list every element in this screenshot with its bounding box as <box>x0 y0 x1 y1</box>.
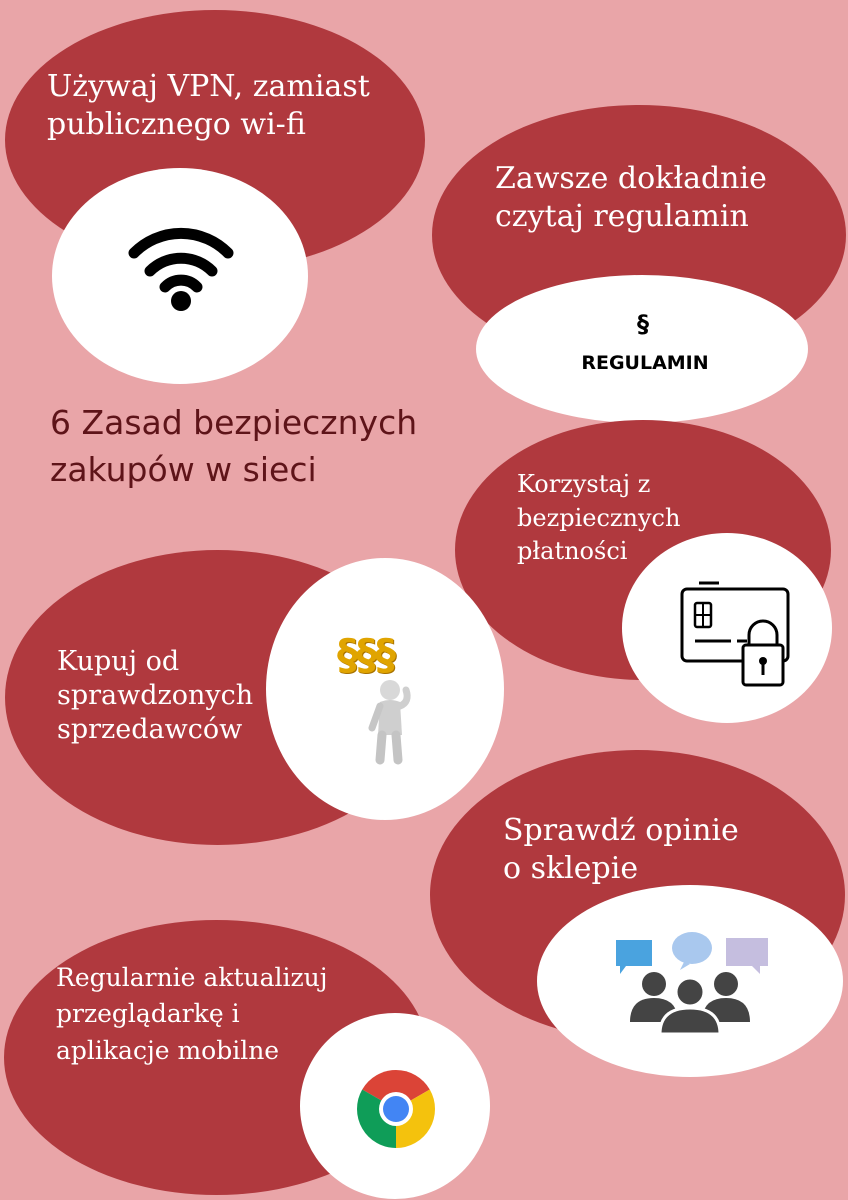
tip-vpn-text: Używaj VPN, zamiast publicznego wi-fi <box>47 69 370 142</box>
regulations-label: REGULAMIN <box>581 352 709 374</box>
regulations-circle <box>476 275 808 423</box>
tip-updates-text: Regularnie aktualizuj przeglądarkę i aplikacje mobilne <box>56 963 328 1065</box>
wifi-icon <box>126 219 236 314</box>
tip-sellers-text: Kupuj od sprawdzonych sprzedawców <box>57 646 254 745</box>
tip-reviews-text: Sprawdź opinie o sklepie <box>503 813 739 886</box>
tip-payments-text: Korzystaj z bezpiecznych płatności <box>517 470 681 566</box>
paragraph-symbols: §§§ <box>337 630 394 679</box>
paragraph-icon: § <box>637 310 649 338</box>
page-title: 6 Zasad bezpiecznych zakupów w sieci <box>50 403 418 489</box>
chrome-browser-icon <box>357 1070 435 1148</box>
thinking-person-icon <box>366 680 426 765</box>
group-chat-icon <box>614 930 774 1035</box>
secure-card-icon <box>679 583 794 691</box>
tip-regulations-text: Zawsze dokładnie czytaj regulamin <box>495 161 767 234</box>
